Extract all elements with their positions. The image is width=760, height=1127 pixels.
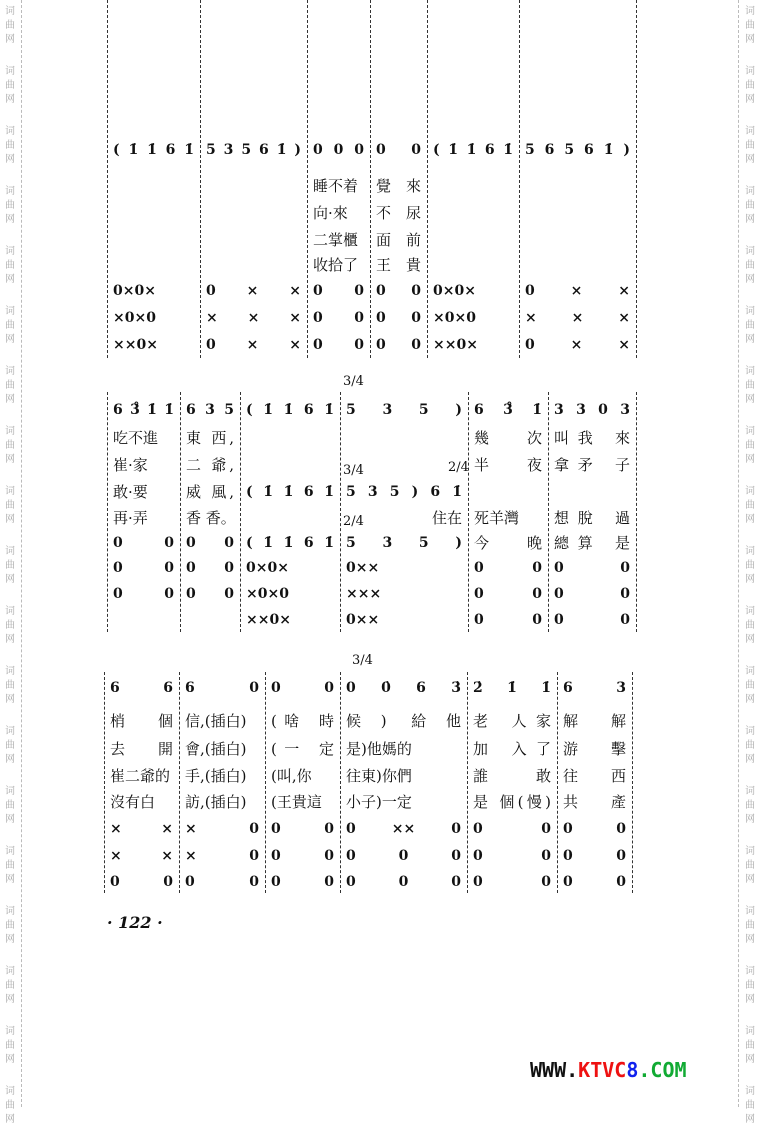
time-signature: 2/4 <box>448 460 469 475</box>
rhythm-cell: 0 0 <box>271 874 334 890</box>
rhythm-cell: 0 0 <box>554 612 630 628</box>
notation-cell: 5 3 5 6 1̇ ) <box>206 142 301 158</box>
rhythm-cell: ××0× <box>246 612 291 628</box>
barline <box>340 392 341 632</box>
lyric-cell: 吃不進 <box>113 429 159 447</box>
lyric-cell: 往 西 <box>563 767 626 785</box>
watermark-text: 词 曲 网 <box>5 126 15 165</box>
lyric-cell: 信,(插白) <box>185 712 247 730</box>
lyric-cell: 向·來 <box>313 204 348 222</box>
notation-cell: 5 6 5 6 1̇ ) <box>525 142 630 158</box>
lyric-cell: 訪,(插白) <box>185 793 247 811</box>
barline <box>427 0 428 358</box>
notation-cell: 6 3̊ 1̇ 1̇ <box>113 402 174 418</box>
lyric-cell: 小子)一定 <box>346 793 412 811</box>
lyric-cell: 幾 次 <box>474 429 542 447</box>
notation-cell: 6 3̊ 1̇ <box>474 402 542 418</box>
rhythm-cell: × × <box>110 821 173 837</box>
rhythm-cell: 0 0 <box>186 586 234 602</box>
watermark-text: 词 曲 网 <box>745 306 755 345</box>
barline <box>200 0 201 358</box>
rhythm-cell: 0 × × <box>206 283 301 299</box>
barline <box>632 672 633 893</box>
notation-cell: 2̇ 1̇ 1̇ <box>473 680 551 696</box>
barline <box>519 0 520 358</box>
rhythm-cell: 5 3 5 ) 6 1̇ <box>346 484 462 500</box>
watermark-text: 词 曲 网 <box>5 6 15 45</box>
rhythm-cell: ××0× <box>433 337 478 353</box>
rhythm-cell: × 0 <box>185 848 259 864</box>
watermark-text: 词 曲 网 <box>745 966 755 1005</box>
rhythm-cell: 0 0 <box>113 535 174 551</box>
lyric-cell: 共 產 <box>563 793 626 811</box>
notation-cell: 0 0 0 <box>313 142 364 158</box>
barline <box>179 672 180 893</box>
rhythm-cell: 0 0 <box>474 612 542 628</box>
watermark-text: 词 曲 网 <box>5 966 15 1005</box>
barline <box>467 672 468 893</box>
watermark-text: 词 曲 网 <box>745 726 755 765</box>
watermark-text: 词 曲 网 <box>745 486 755 525</box>
page-number: · 122 · <box>107 913 163 932</box>
watermark-text: 词 曲 网 <box>745 246 755 285</box>
barline <box>468 392 469 632</box>
notation-cell: ( 1̇ 1̇ 6 1̇ <box>433 142 513 158</box>
rhythm-cell: 0 0 <box>554 586 630 602</box>
time-signature: 3/4 <box>343 374 364 389</box>
lyric-cell: 香 香。 <box>186 509 236 527</box>
left-watermark-strip <box>0 0 22 1125</box>
watermark-text: 词 曲 网 <box>745 846 755 885</box>
rhythm-cell: 0 × × <box>206 337 301 353</box>
lyric-cell: 去 開 <box>110 740 173 758</box>
watermark-text: 词 曲 网 <box>745 66 755 105</box>
watermark-text: 词 曲 网 <box>745 186 755 225</box>
watermark-text: 词 曲 网 <box>745 6 755 45</box>
notation-cell: 5 3 5 ) <box>346 402 462 418</box>
lyric-cell: 誰 敢 <box>473 767 551 785</box>
lyric-cell: 面 前 <box>376 231 421 249</box>
watermark-text: 词 曲 网 <box>5 366 15 405</box>
lyric-cell: 解 解 <box>563 712 626 730</box>
rhythm-cell: 0 0 <box>185 874 259 890</box>
notation-cell: 6 0 <box>185 680 259 696</box>
watermark-text: 词 曲 网 <box>745 1086 755 1125</box>
rhythm-cell: × 0 <box>185 821 259 837</box>
lyric-cell: (王貴這 <box>271 793 322 811</box>
lyric-cell: 老 人家 <box>473 712 551 730</box>
watermark-text: 词 曲 网 <box>5 846 15 885</box>
watermark-text: 词 曲 网 <box>745 426 755 465</box>
rhythm-cell: ××0× <box>113 337 158 353</box>
watermark-text: 词 曲 网 <box>5 546 15 585</box>
watermark-text: 词 曲 网 <box>5 306 15 345</box>
rhythm-cell: 0×0× <box>246 560 289 576</box>
lyric-cell: 二掌櫃 <box>313 231 359 249</box>
lyric-cell: 想脫 過 <box>554 509 630 527</box>
watermark-text: 词 曲 网 <box>5 666 15 705</box>
watermark-text: 词 曲 网 <box>745 546 755 585</box>
notation-cell: 0 0 <box>376 142 421 158</box>
lyric-cell: 王 貴 <box>376 256 421 274</box>
lyric-cell: 東 西, <box>186 429 234 447</box>
lyric-cell: 收拾了 <box>313 256 359 274</box>
rhythm-cell: 0 0 <box>271 848 334 864</box>
lyric-cell: 總算 是 <box>554 534 630 552</box>
notation-cell: 6 6 <box>110 680 173 696</box>
barline <box>636 392 637 632</box>
rhythm-cell: 0 0 <box>473 848 551 864</box>
rhythm-cell: 0 0 <box>473 821 551 837</box>
watermark-text: 词 曲 网 <box>5 1086 15 1125</box>
lyric-cell: 會,(插白) <box>185 740 247 758</box>
barline <box>557 672 558 893</box>
rhythm-cell: ( 1̇ 1̇ 6 1̇ <box>246 535 334 551</box>
right-watermark-strip <box>738 0 760 1125</box>
rhythm-cell: × × × <box>525 310 630 326</box>
rhythm-cell: 0×× <box>346 612 380 628</box>
lyric-cell: 崔二爺的 <box>110 767 171 785</box>
lyric-cell: 半 夜 <box>474 456 542 474</box>
time-signature: 3/4 <box>352 653 373 668</box>
lyric-cell: 是)他媽的 <box>346 740 412 758</box>
watermark-text: 词 曲 网 <box>745 786 755 825</box>
lyric-cell: 游 擊 <box>563 740 626 758</box>
lyric-cell: 手,(插白) <box>185 767 247 785</box>
rhythm-cell: 0 0 <box>313 337 364 353</box>
lyric-cell: 二 爺, <box>186 456 234 474</box>
watermark-text: 词 曲 网 <box>5 906 15 945</box>
rhythm-cell: 0 0 <box>271 821 334 837</box>
notation-cell: 3 3 0 3 <box>554 402 630 418</box>
time-signature: 3/4 <box>343 463 364 478</box>
watermark-text: 词 曲 网 <box>745 126 755 165</box>
watermark-text: 词 曲 网 <box>745 1026 755 1065</box>
rhythm-cell: 0 0 <box>376 337 421 353</box>
rhythm-cell: 0 0 <box>474 560 542 576</box>
site-digit: 8 <box>626 1058 639 1082</box>
lyric-cell: 覺 來 <box>376 177 421 195</box>
rhythm-cell: ×0×0 <box>433 310 476 326</box>
rhythm-cell: 0×0× <box>113 283 156 299</box>
barline <box>104 672 105 893</box>
notation-cell: 0 0 <box>271 680 334 696</box>
rhythm-cell: ××× <box>346 586 382 602</box>
lyric-cell: (啥 時 <box>271 712 334 730</box>
rhythm-cell: 0 0 <box>113 586 174 602</box>
watermark-text: 词 曲 网 <box>5 606 15 645</box>
rhythm-cell: 0×× <box>346 560 380 576</box>
lyric-cell: (叫,你 <box>271 767 312 785</box>
notation-cell: 6 3 5 <box>186 402 234 418</box>
rhythm-cell: 0 0 <box>554 560 630 576</box>
watermark-text: 词 曲 网 <box>5 486 15 525</box>
lyric-cell: 加 入了 <box>473 740 551 758</box>
lyric-cell: 梢 個 <box>110 712 173 730</box>
rhythm-cell: 0 ×× 0 <box>346 821 461 837</box>
barline <box>265 672 266 893</box>
watermark-text: 词 曲 网 <box>5 66 15 105</box>
lyric-cell: 今 晚 <box>474 534 542 552</box>
lyric-cell: (一 定 <box>271 740 334 758</box>
site-watermark <box>530 1058 687 1082</box>
rhythm-cell: ×0×0 <box>113 310 156 326</box>
barline <box>636 0 637 358</box>
lyric-cell: 拿矛 子 <box>554 456 630 474</box>
rhythm-cell: 0 0 <box>186 535 234 551</box>
notation-cell: 6 3 <box>563 680 626 696</box>
rhythm-cell: 0 × × <box>525 337 630 353</box>
lyric-cell: 崔·家 <box>113 456 148 474</box>
time-signature: 2/4 <box>343 514 364 529</box>
rhythm-cell: 0 0 <box>473 874 551 890</box>
notation-cell: ( 1̇ 1̇ 6 1̇ <box>113 142 194 158</box>
rhythm-cell: 0 0 <box>474 586 542 602</box>
rhythm-cell: × × <box>110 848 173 864</box>
lyric-cell: 叫我 來 <box>554 429 630 447</box>
rhythm-cell: 0 0 <box>113 560 174 576</box>
lyric-cell: 不 尿 <box>376 204 421 222</box>
rhythm-cell: ( 1̇ 1̇ 6 1̇ <box>246 484 334 500</box>
barline <box>180 392 181 632</box>
rhythm-cell: × × × <box>206 310 301 326</box>
rhythm-cell: 0 0 0 <box>346 874 461 890</box>
watermark-text: 词 曲 网 <box>745 666 755 705</box>
rhythm-cell: 0 0 0 <box>346 848 461 864</box>
rhythm-cell: 0×0× <box>433 283 476 299</box>
watermark-text: 词 曲 网 <box>745 606 755 645</box>
watermark-text: 词 曲 网 <box>5 786 15 825</box>
watermark-text: 词 曲 网 <box>5 246 15 285</box>
watermark-text: 词 曲 网 <box>5 426 15 465</box>
lyric-cell: 住在 <box>431 509 462 527</box>
rhythm-cell: ×0×0 <box>246 586 289 602</box>
rhythm-cell: 0 0 <box>376 310 421 326</box>
watermark-text: 词 曲 网 <box>5 186 15 225</box>
rhythm-cell: 0 0 <box>563 874 626 890</box>
site-brand: KTVC <box>578 1058 627 1082</box>
rhythm-cell: 0 × × <box>525 283 630 299</box>
lyric-cell: 沒有白 <box>110 793 156 811</box>
watermark-text: 词 曲 网 <box>745 906 755 945</box>
barline <box>307 0 308 358</box>
barline <box>240 392 241 632</box>
lyric-cell: 威 風, <box>186 483 234 501</box>
barline <box>107 0 108 358</box>
rhythm-cell: 0 0 <box>313 283 364 299</box>
notation-cell: ( 1̇ 1̇ 6 1̇ <box>246 402 334 418</box>
watermark-text: 词 曲 网 <box>5 726 15 765</box>
rhythm-cell: 0 0 <box>376 283 421 299</box>
rhythm-cell: 0 0 <box>110 874 173 890</box>
site-prefix: WWW. <box>530 1058 579 1082</box>
watermark-text: 词 曲 网 <box>745 366 755 405</box>
barline <box>370 0 371 358</box>
barline <box>107 392 108 632</box>
rhythm-cell: 0 0 <box>186 560 234 576</box>
barline <box>548 392 549 632</box>
lyric-cell: 睡不着 <box>313 177 359 195</box>
rhythm-cell: 0 0 <box>313 310 364 326</box>
watermark-text: 词 曲 网 <box>5 1026 15 1065</box>
rhythm-cell: 5 3 5 ) <box>346 535 462 551</box>
notation-cell: 0 0̇ 6 3̇ <box>346 680 461 696</box>
site-suffix: .COM <box>638 1058 687 1082</box>
lyric-cell: 敢·要 <box>113 483 148 501</box>
lyric-cell: 往東)你們 <box>346 767 412 785</box>
lyric-cell: 候) 給他 <box>346 712 461 730</box>
barline <box>340 672 341 893</box>
lyric-cell: 再·弄 <box>113 509 148 527</box>
rhythm-cell: 0 0 <box>563 821 626 837</box>
lyric-cell: 死羊灣 <box>474 509 520 527</box>
rhythm-cell: 0 0 <box>563 848 626 864</box>
lyric-cell: 是 個(慢) <box>473 793 551 811</box>
